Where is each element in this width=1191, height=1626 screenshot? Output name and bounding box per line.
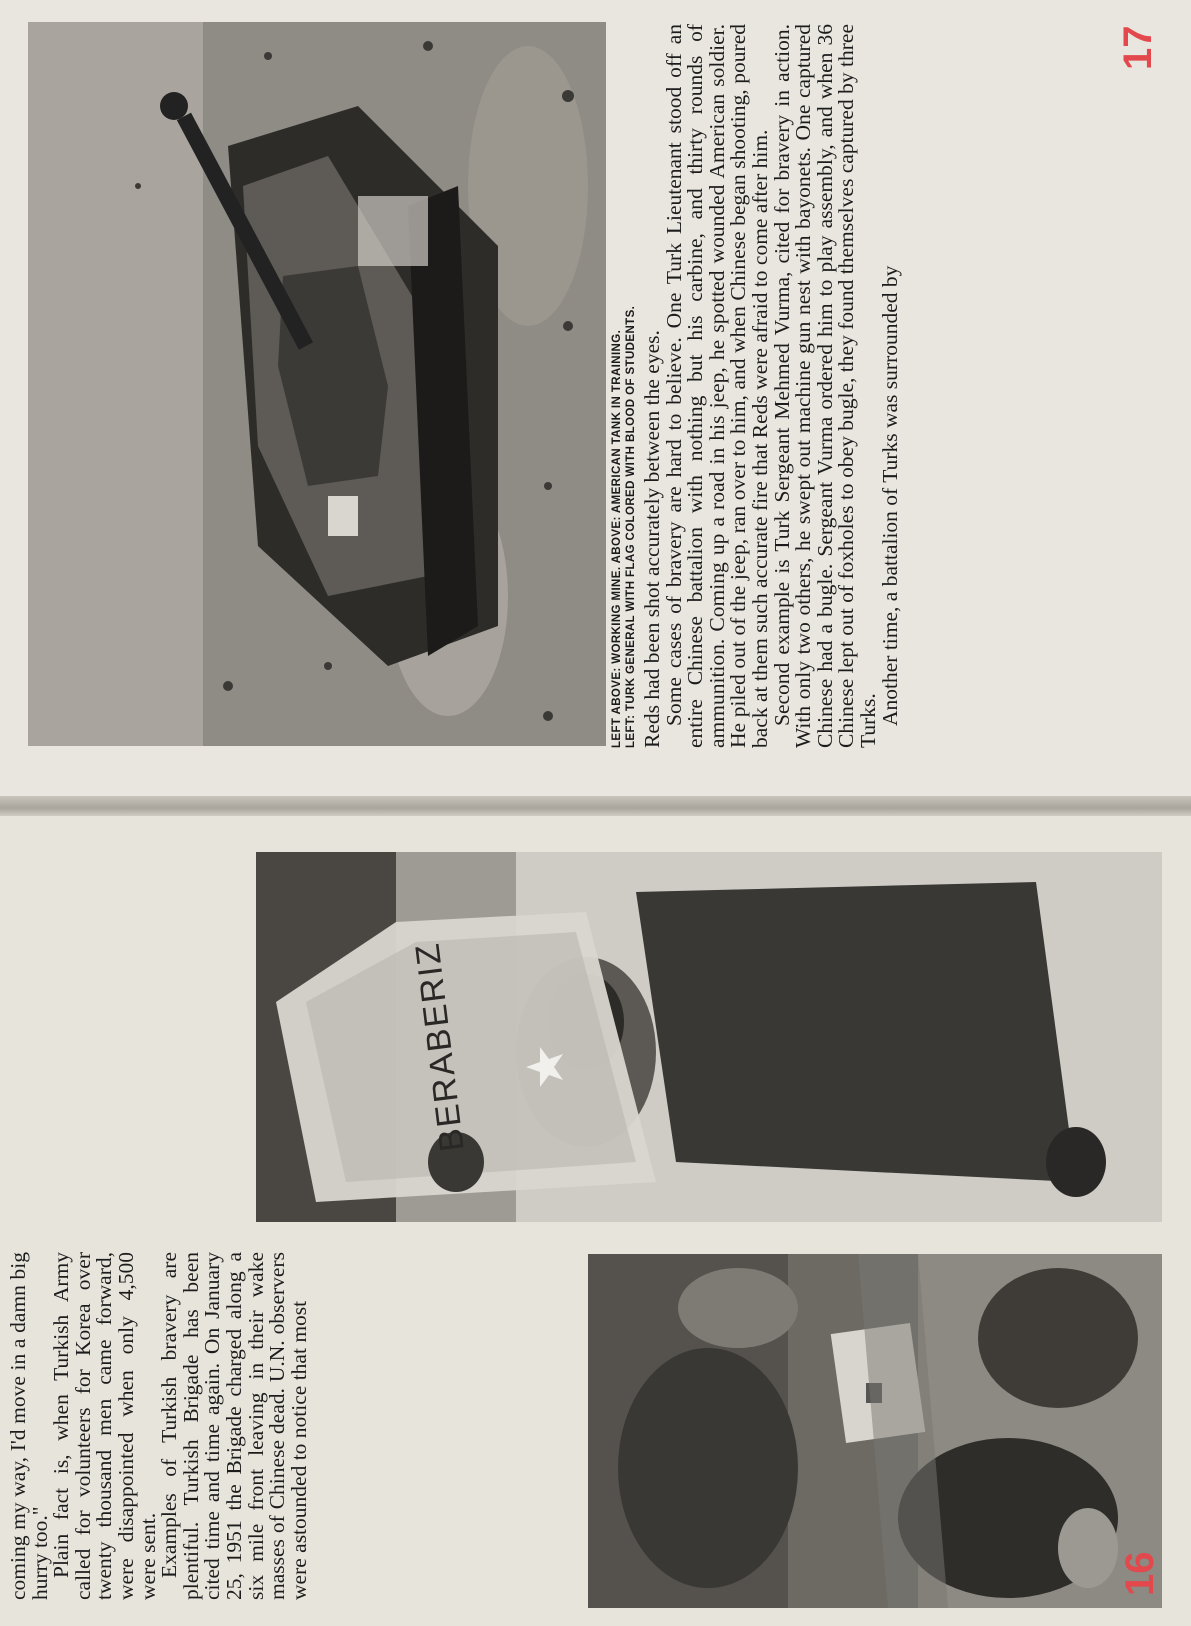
page-17 <box>0 0 1191 796</box>
photo-american-tank-image <box>28 22 606 746</box>
page-16 <box>0 816 1191 1626</box>
page-17-paragraph: Second example is Turk Sergeant Mehmed Vurma, cited for bravery in action. With only two others, he swept out machine gun nest with bayonets. One captured Chinese had a bugle. Sergeant Vurma ordered him to play assembly, and when 36 Chinese lept out of foxholes to obey bugle, they found themselves captured by three Turks. <box>769 24 880 748</box>
page-16-paragraph: coming my way, I'd move in a damn big hurry too." <box>6 1252 52 1600</box>
photo-caption-line-1: LEFT ABOVE: WORKING MINE. ABOVE: AMERICAN TANK IN TRAINING. <box>611 329 623 748</box>
photo-caption-line-2: LEFT: TURK GENERAL WITH FLAG COLORED WITH BLOOD OF STUDENTS. <box>625 305 637 748</box>
page-16-paragraph: Plain fact is, when Turkish Army called for volunteers for Korea over twenty thousand men came forward, were disappointed when only 4,500 were sent. <box>49 1252 160 1600</box>
page-17-text-column <box>642 24 1102 748</box>
photo-turk-general-flag-image <box>256 852 1162 1222</box>
photo-working-mine <box>588 1254 1162 1608</box>
photo-caption <box>610 28 638 748</box>
photo-turk-general-flag <box>256 852 1162 1222</box>
page-17-paragraph: Another time, a battalion of Turks was surrounded by <box>877 265 902 726</box>
photo-american-tank <box>28 22 606 746</box>
photo-working-mine-image <box>588 1254 1162 1608</box>
page-16-text-column <box>8 1252 582 1600</box>
binding-gutter <box>0 796 1191 816</box>
page-number-17: 17 <box>1116 25 1160 70</box>
flag-banner-text: BERABERIZ <box>408 939 472 1154</box>
page-17-paragraph: Some cases of bravery are hard to believe. One Turk Lieutenant stood off an entire Chinese battalion with nothing but his carbine, and thirty rounds of ammunition. Coming up a road in his jeep, he spotted wounded American soldier. He piled out of the jeep, ran over to him, and when Chinese began shooting, poured back at them such accurate fire that Reds were afraid to come after him. <box>661 24 772 748</box>
page-number-16: 16 <box>1118 1551 1162 1596</box>
page-17-paragraph: Reds had been shot accurately between the eyes. <box>640 330 664 748</box>
page-16-paragraph: Examples of Turkish bravery are plentiful. Turkish Brigade has been cited time and time again. On January 25, 1951 the Brigade charged along a six mile front leaving in their wake masses of Chinese dead. U.N. observers were astounded to notice that most <box>157 1252 311 1600</box>
